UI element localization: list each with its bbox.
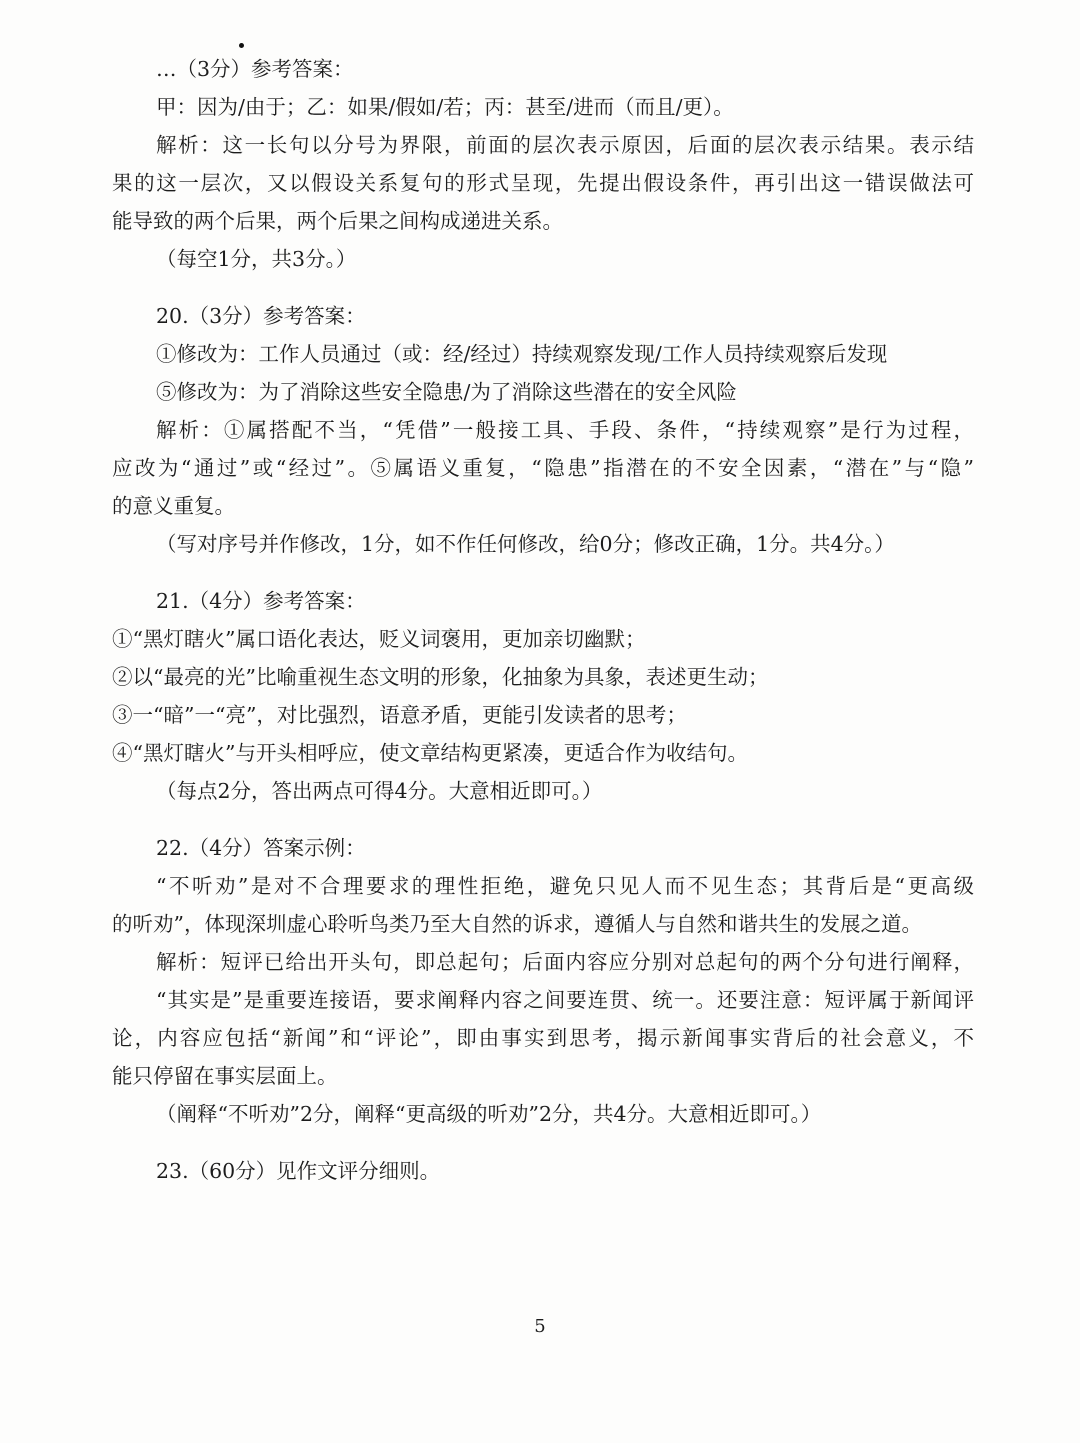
question-21-scoring: （每点2分，答出两点可得4分。大意相近即可。） [156,779,603,803]
question-22-analysis-line: “其实是”是重要连接语，要求阐释内容之间要连贯、统一。还要注意：短评属于新闻评 [156,988,974,1012]
question-20-header: 20.（3分）参考答案： [156,304,366,328]
question-20-answer: ①修改为：工作人员通过（或：经/经过）持续观察发现/工作人员持续观察后发现 [156,342,888,366]
question-22-analysis-line: 能只停留在事实层面上。 [112,1064,338,1088]
answer-content [112,50,974,1190]
question-19-answer: 甲：因为/由于；乙：如果/假如/若；丙：甚至/进而（而且/更）。 [156,95,734,119]
section-gap [112,1133,974,1152]
question-22 [112,829,974,1133]
question-20-analysis-line: 解析：①属搭配不当，“凭借”一般接工具、手段、条件，“持续观察”是行为过程， [156,418,974,442]
question-22-example-line: 的听劝”，体现深圳虚心聆听鸟类乃至大自然的诉求，遵循人与自然和谐共生的发展之道。 [112,912,922,936]
question-21 [112,582,974,810]
question-20-scoring: （写对序号并作修改，1分，如不作任何修改，给0分；修改正确，1分。共4分。） [156,532,895,556]
question-19-header: …（3分）参考答案： [156,57,354,81]
question-19-analysis-line: 解析：这一长句以分号为界限，前面的层次表示原因，后面的层次表示结果。表示结 [156,133,974,157]
page-number: 5 [534,1316,546,1337]
question-19-analysis-line: 能导致的两个后果，两个后果之间构成递进关系。 [112,209,563,233]
question-20-answer: ⑤修改为：为了消除这些安全隐患/为了消除这些潜在的安全风险 [156,380,737,404]
section-gap [112,278,974,297]
question-22-header: 22.（4分）答案示例： [156,836,366,860]
question-23 [112,1152,974,1190]
question-22-example-line: “不听劝”是对不合理要求的理性拒绝，避免只见人而不见生态；其背后是“更高级 [156,874,974,898]
question-20 [112,297,974,563]
question-20-analysis-line: 的意义重复。 [112,494,235,518]
question-22-analysis-line: 解析：短评已给出开头句，即总起句；后面内容应分别对总起句的两个分句进行阐释， [156,950,974,974]
ink-speck [239,43,244,48]
question-23-header: 23.（60分）见作文评分细则。 [156,1159,441,1183]
question-21-point: ①“黑灯瞎火”属口语化表达，贬义词褒用，更加亲切幽默； [112,627,646,651]
question-19-scoring: （每空1分，共3分。） [156,247,357,271]
question-21-point: ④“黑灯瞎火”与开头相呼应，使文章结构更紧凑，更适合作为收结句。 [112,741,748,765]
question-21-point: ②以“最亮的光”比喻重视生态文明的形象，化抽象为具象，表述更生动； [112,665,769,689]
question-19-analysis-line: 果的这一层次，又以假设关系复句的形式呈现，先提出假设条件，再引出这一错误做法可 [112,171,974,195]
section-gap [112,810,974,829]
question-22-analysis-line: 论，内容应包括“新闻”和“评论”，即由事实到思考，揭示新闻事实背后的社会意义，不 [112,1026,974,1050]
question-22-scoring: （阐释“不听劝”2分，阐释“更高级的听劝”2分，共4分。大意相近即可。） [156,1102,822,1126]
question-21-point: ③一“暗”一“亮”，对比强烈，语意矛盾，更能引发读者的思考； [112,703,687,727]
section-gap [112,563,974,582]
question-20-analysis-line: 应改为“通过”或“经过”。⑤属语义重复，“隐患”指潜在的不安全因素，“潜在”与“隐” [112,456,974,480]
question-21-header: 21.（4分）参考答案： [156,589,366,613]
question-19 [112,50,974,278]
